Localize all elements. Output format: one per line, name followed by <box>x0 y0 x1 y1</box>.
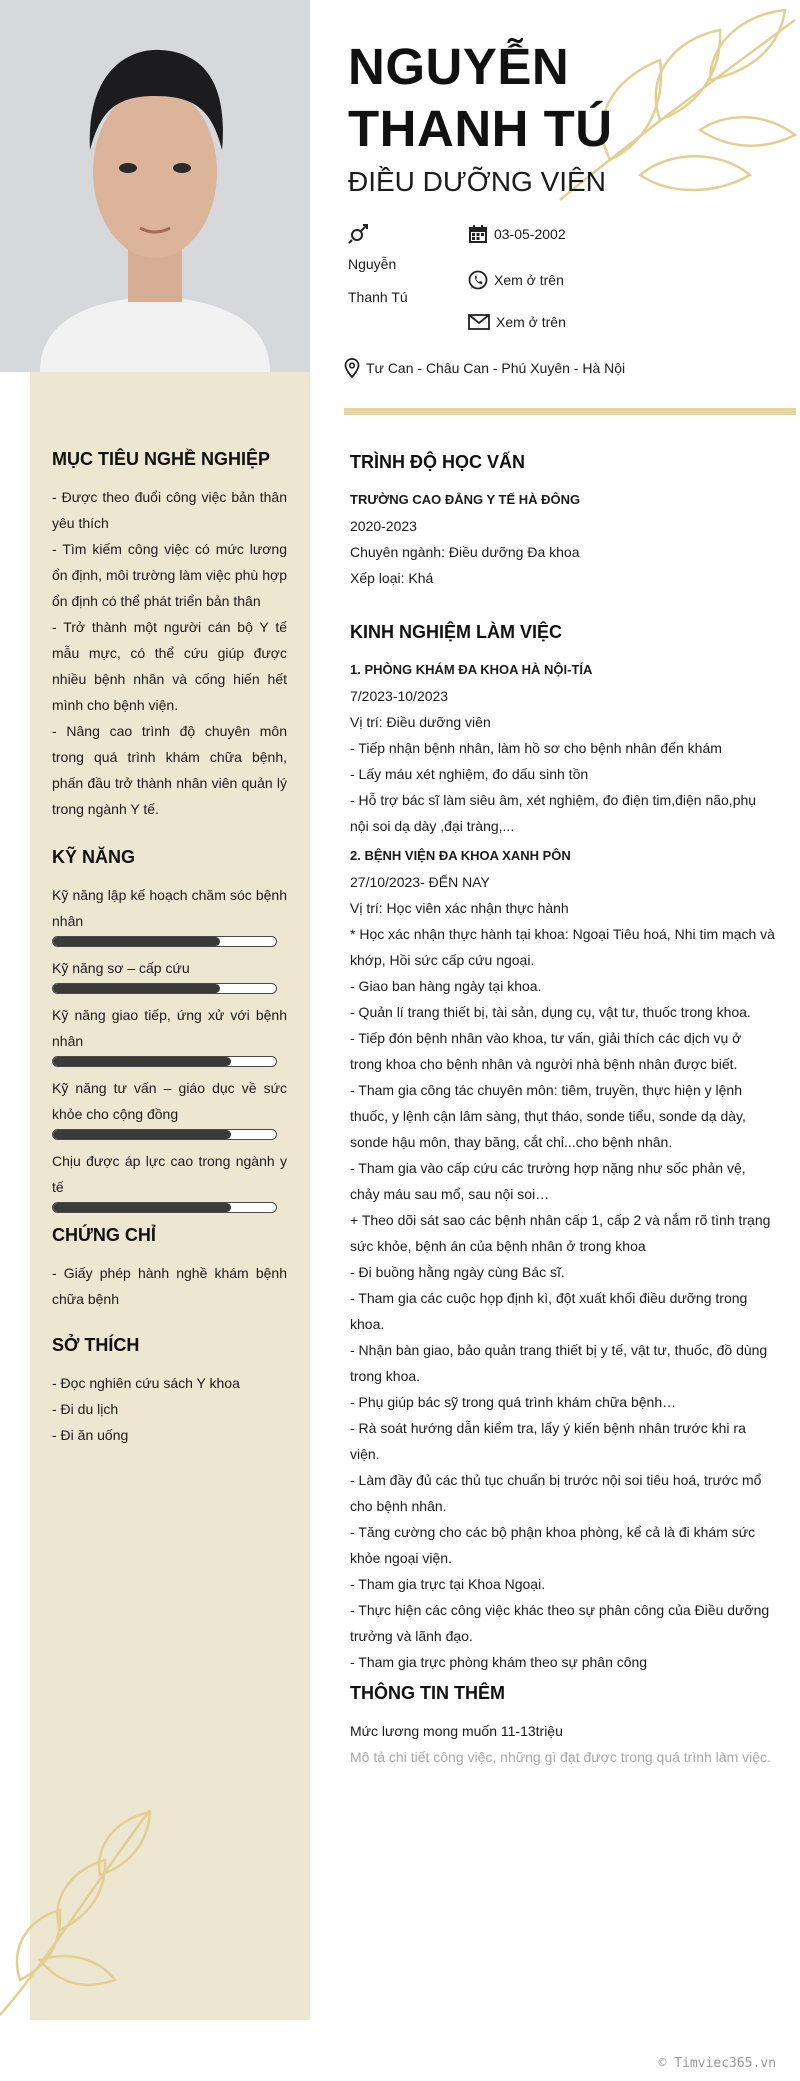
certificate-item: - Giấy phép hành nghề khám bệnh chữa bệnh <box>52 1265 287 1307</box>
skill-item <box>52 955 287 994</box>
goal-item: - Được theo đuổi công việc bản thân yêu thích <box>52 489 287 531</box>
job-duty: - Tiếp đón bệnh nhân vào khoa, tư vấn, giải thích các dịch vụ ở trong khoa cho bệnh nhân và người nhà bệnh nhân được biết. <box>350 1030 742 1072</box>
candidate-name: NGUYỄN THANH TÚ <box>348 38 613 157</box>
education-section <box>350 449 775 591</box>
skill-bar-fill <box>53 937 220 946</box>
job-entry <box>350 843 775 1675</box>
skill-label: Kỹ năng giao tiếp, ứng xử với bệnh nhân <box>52 1007 287 1049</box>
location-pin-icon <box>344 358 360 378</box>
phone-row <box>468 270 564 290</box>
section-title: KỸ NĂNG <box>52 847 136 867</box>
job-duty: * Học xác nhận thực hành tại khoa: Ngoại Tiêu hoá, Nhi tim mạch và khớp, Hồi sức cấp cứu ngoại. <box>350 926 775 968</box>
company-name: 2. BỆNH VIỆN ĐA KHOA XANH PÔN <box>350 848 571 863</box>
education-period: 2020-2023 <box>350 518 417 534</box>
gender-icon <box>348 222 370 244</box>
skill-label: Kỹ năng tư vấn – giáo dục về sức khỏe cho cộng đồng <box>52 1080 287 1122</box>
address-value: Tư Can - Châu Can - Phú Xuyên - Hà Nội <box>366 360 626 376</box>
leaf-decoration-icon <box>0 1800 160 2020</box>
skill-bar <box>52 1056 277 1067</box>
goal-item: - Trở thành một người cán bộ Y tế mẫu mực, có thể cứu giúp được nhiều bệnh nhân và cống hiến hết mình cho bệnh viện. <box>52 619 287 713</box>
job-position: Vị trí: Học viên xác nhận thực hành <box>350 900 569 916</box>
skill-bar <box>52 983 277 994</box>
phone-value[interactable]: Xem ở trên <box>494 272 564 288</box>
skill-label: Kỹ năng lập kế hoạch chăm sóc bệnh nhân <box>52 887 287 929</box>
skill-bar <box>52 1129 277 1140</box>
job-duty: - Tham gia vào cấp cứu các trường hợp nặng như sốc phản vệ, chảy máu sau mổ, sau nội soi… <box>350 1160 746 1202</box>
education-major: Chuyên ngành: Điều dưỡng Đa khoa <box>350 544 580 560</box>
job-duty: - Rà soát hướng dẫn kiểm tra, lấy ý kiến bệnh nhân trước khi ra viện. <box>350 1420 746 1462</box>
skill-label: Kỹ năng sơ – cấp cứu <box>52 960 190 976</box>
job-entry <box>350 657 775 839</box>
gender-value: Nguyễn Thanh Tú <box>348 256 408 305</box>
job-duty: - Tăng cường cho các bộ phận khoa phòng, kể cả là đi khám sức khỏe ngoại viện. <box>350 1524 756 1566</box>
job-duty: - Quản lí trang thiết bị, tài sản, dụng cụ, vật tư, thuốc trong khoa. <box>350 1004 751 1020</box>
skill-label: Chịu được áp lực cao trong ngành y tế <box>52 1153 287 1195</box>
email-value[interactable]: Xem ở trên <box>496 314 566 331</box>
section-title: MỤC TIÊU NGHỀ NGHIỆP <box>52 449 271 469</box>
job-duty: - Giao ban hàng ngày tại khoa. <box>350 978 542 994</box>
job-duty: - Tham gia các cuộc họp định kì, đột xuất khối điều dưỡng trong khoa. <box>350 1290 748 1332</box>
email-row <box>468 313 566 331</box>
birthdate-value: 03-05-2002 <box>494 226 566 242</box>
certificates-section <box>52 1222 287 1312</box>
hobby-item: - Đọc nghiên cứu sách Y khoa <box>52 1375 240 1391</box>
avatar <box>0 0 310 372</box>
skills-section <box>52 844 287 1221</box>
section-title: TRÌNH ĐỘ HỌC VẤN <box>350 452 525 472</box>
job-title: ĐIỀU DƯỠNG VIÊN <box>348 166 606 197</box>
job-duty: - Phụ giúp bác sỹ trong quá trình khám chữa bệnh… <box>350 1394 677 1410</box>
job-position: Vị trí: Điều dưỡng viên <box>350 714 491 730</box>
skill-bar-fill <box>53 1057 231 1066</box>
skill-item <box>52 1148 287 1213</box>
address-row <box>344 358 625 378</box>
goal-item: - Tìm kiếm công việc có mức lương ổn định, môi trường làm việc phù hợp ổn định có thể phát triển bản thân <box>52 541 287 609</box>
job-duty: - Thực hiện các công việc khác theo sự phân công của Điều dưỡng trưởng và lãnh đạo. <box>350 1602 770 1644</box>
job-duty: - Làm đầy đủ các thủ tục chuẩn bị trước nội soi tiêu hoá, trước mổ cho bệnh nhân. <box>350 1472 762 1514</box>
skill-item <box>52 1075 287 1140</box>
job-duty: - Tiếp nhận bệnh nhân, làm hồ sơ cho bệnh nhân đến khám <box>350 740 722 756</box>
job-duty: - Tham gia công tác chuyên môn: tiêm, truyền, thực hiện y lệnh thuốc, y lệnh cận lâm sàng, thụt tháo, sonde tiểu, sonde dạ dày, sonde hậu môn, thay băng, cắt chỉ...cho bệnh nhân. <box>350 1082 746 1150</box>
hobby-item: - Đi ăn uống <box>52 1427 129 1443</box>
education-grade: Xếp loại: Khá <box>350 570 434 586</box>
job-duty: - Lấy máu xét nghiệm, đo dấu sinh tồn <box>350 766 589 782</box>
job-duty: - Tham gia trực phòng khám theo sự phân công <box>350 1654 648 1670</box>
phone-icon <box>468 270 488 290</box>
hobby-item: - Đi du lịch <box>52 1401 119 1417</box>
career-goal-section <box>52 446 287 822</box>
section-title: KINH NGHIỆM LÀM VIỆC <box>350 622 563 642</box>
divider <box>344 408 796 415</box>
skill-bar <box>52 1202 277 1213</box>
job-duty: - Hỗ trợ bác sĩ làm siêu âm, xét nghiệm, đo điện tim,điện não,phụ nội soi dạ dày ,đại tràng,... <box>350 792 757 834</box>
job-duty: + Theo dõi sát sao các bệnh nhân cấp 1, cấp 2 và nắm rõ tình trạng sức khỏe, bệnh án của bệnh nhân ở trong khoa <box>350 1212 771 1254</box>
school-name: TRƯỜNG CAO ĐẲNG Y TẾ HÀ ĐÔNG <box>350 492 581 507</box>
section-title: SỞ THÍCH <box>52 1335 140 1355</box>
skill-item <box>52 1002 287 1067</box>
job-duty: - Tham gia trực tại Khoa Ngoại. <box>350 1576 546 1592</box>
calendar-icon <box>468 224 488 244</box>
job-period: 7/2023-10/2023 <box>350 688 449 704</box>
skill-bar-fill <box>53 984 220 993</box>
job-duty: - Đi buồng hằng ngày cùng Bác sĩ. <box>350 1264 565 1280</box>
email-icon <box>468 313 490 331</box>
description-placeholder[interactable]: Mô tả chi tiết công việc, những gì đạt được trong quá trình làm việc. <box>350 1749 771 1765</box>
watermark: © Timviec365.vn <box>658 2056 776 2071</box>
section-title: CHỨNG CHỈ <box>52 1225 156 1245</box>
goal-item: - Nâng cao trình độ chuyên môn trong quá trình khám chữa bệnh, phấn đầu trở thành nhân viên quản lý trong ngành Y tế. <box>52 723 287 817</box>
job-duty: - Nhận bàn giao, bảo quản trang thiết bị y tế, vật tư, thuốc, đồ dùng trong khoa. <box>350 1342 768 1384</box>
section-title: THÔNG TIN THÊM <box>350 1683 505 1703</box>
experience-section <box>350 619 775 1675</box>
skill-bar-fill <box>53 1203 231 1212</box>
company-name: 1. PHÒNG KHÁM ĐA KHOA HÀ NỘI-TÍA <box>350 662 593 677</box>
skill-item <box>52 882 287 947</box>
skill-bar <box>52 936 277 947</box>
extra-info-section <box>350 1680 775 1770</box>
hobbies-section <box>52 1332 287 1448</box>
salary-expectation: Mức lương mong muốn 11-13triệu <box>350 1723 563 1739</box>
skill-bar-fill <box>53 1130 231 1139</box>
birthdate-row <box>468 224 566 244</box>
job-period: 27/10/2023- ĐẾN NAY <box>350 874 490 890</box>
